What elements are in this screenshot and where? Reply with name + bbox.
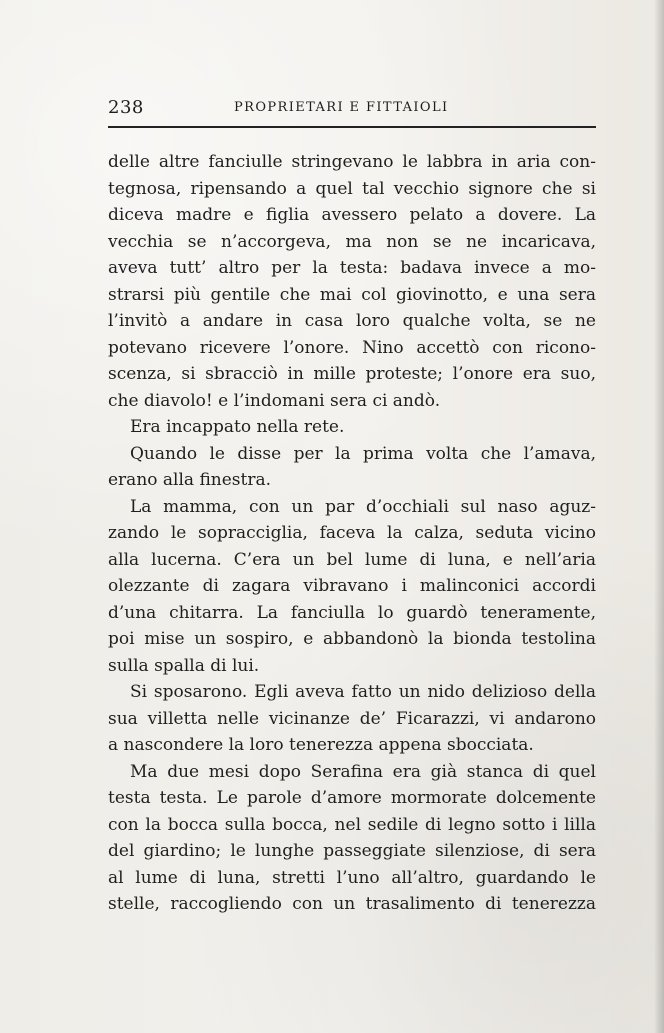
text-line: stelle, raccogliendo con un trasalimento di tenerezza: [108, 894, 596, 914]
text-line: scenza, si sbracciò in mille proteste; l’onore era suo,: [108, 364, 596, 384]
text-line: con la bocca sulla bocca, nel sedile di legno sotto i lilla: [108, 814, 596, 835]
text-line: aveva tutt’ altro per la testa: badava invece a mo-: [108, 258, 596, 278]
header-rule: [108, 126, 596, 128]
text-line: testa testa. Le parole d’amore mormorate dolcemente: [108, 788, 596, 808]
page-number: 238: [108, 97, 144, 118]
text-line: Era incappato nella rete.: [130, 417, 345, 437]
text-line: al lume di luna, stretti l’uno all’altro, guardando le: [108, 867, 596, 888]
text-line: poi mise un sospiro, e abbandonò la bionda testolina: [108, 629, 596, 649]
text-line: diceva madre e figlia avessero pelato a dovere. La: [108, 205, 596, 225]
text-line: d’una chitarra. La fanciulla lo guardò teneramente,: [108, 602, 596, 623]
text-line: delle altre fanciulle stringevano le labbra in aria con-: [108, 152, 596, 172]
text-line: del giardino; le lunghe passeggiate silenziose, di sera: [108, 841, 596, 861]
text-line: olezzante di zagara vibravano i malinconici accordi: [108, 576, 596, 596]
running-title: PROPRIETARI E FITTAIOLI: [234, 100, 449, 115]
text-line: zando le sopracciglia, faceva la calza, seduta vicino: [108, 523, 596, 543]
text-line: l’invitò a andare in casa loro qualche volta, se ne: [108, 311, 596, 331]
page-edge-shadow: [654, 0, 664, 1033]
text-line: potevano ricevere l’onore. Nino accettò con ricono-: [108, 337, 596, 358]
body-text: [108, 149, 596, 918]
text-line: Ma due mesi dopo Serafina era già stanca di quel: [130, 761, 596, 782]
text-line: a nascondere la loro tenerezza appena sbocciata.: [108, 735, 534, 755]
text-line: Si sposarono. Egli aveva fatto un nido delizioso della: [130, 682, 596, 702]
text-line: che diavolo! e l’indomani sera ci andò.: [108, 390, 441, 411]
text-line: La mamma, con un par d’occhiali sul naso aguz-: [130, 496, 596, 517]
text-line: sua villetta nelle vicinanze de’ Ficarazzi, vi andarono: [108, 708, 596, 729]
text-line: Quando le disse per la prima volta che l’amava,: [130, 443, 596, 464]
text-line: sulla spalla di lui.: [108, 655, 260, 676]
text-line: vecchia se n’accorgeva, ma non se ne incaricava,: [108, 231, 596, 252]
text-line: tegnosa, ripensando a quel tal vecchio signore che si: [108, 178, 596, 199]
page-header: [108, 97, 596, 124]
text-line: strarsi più gentile che mai col giovinotto, e una sera: [108, 284, 596, 305]
text-line: erano alla finestra.: [108, 470, 272, 490]
text-line: alla lucerna. C’era un bel lume di luna, e nell’aria: [108, 549, 596, 570]
